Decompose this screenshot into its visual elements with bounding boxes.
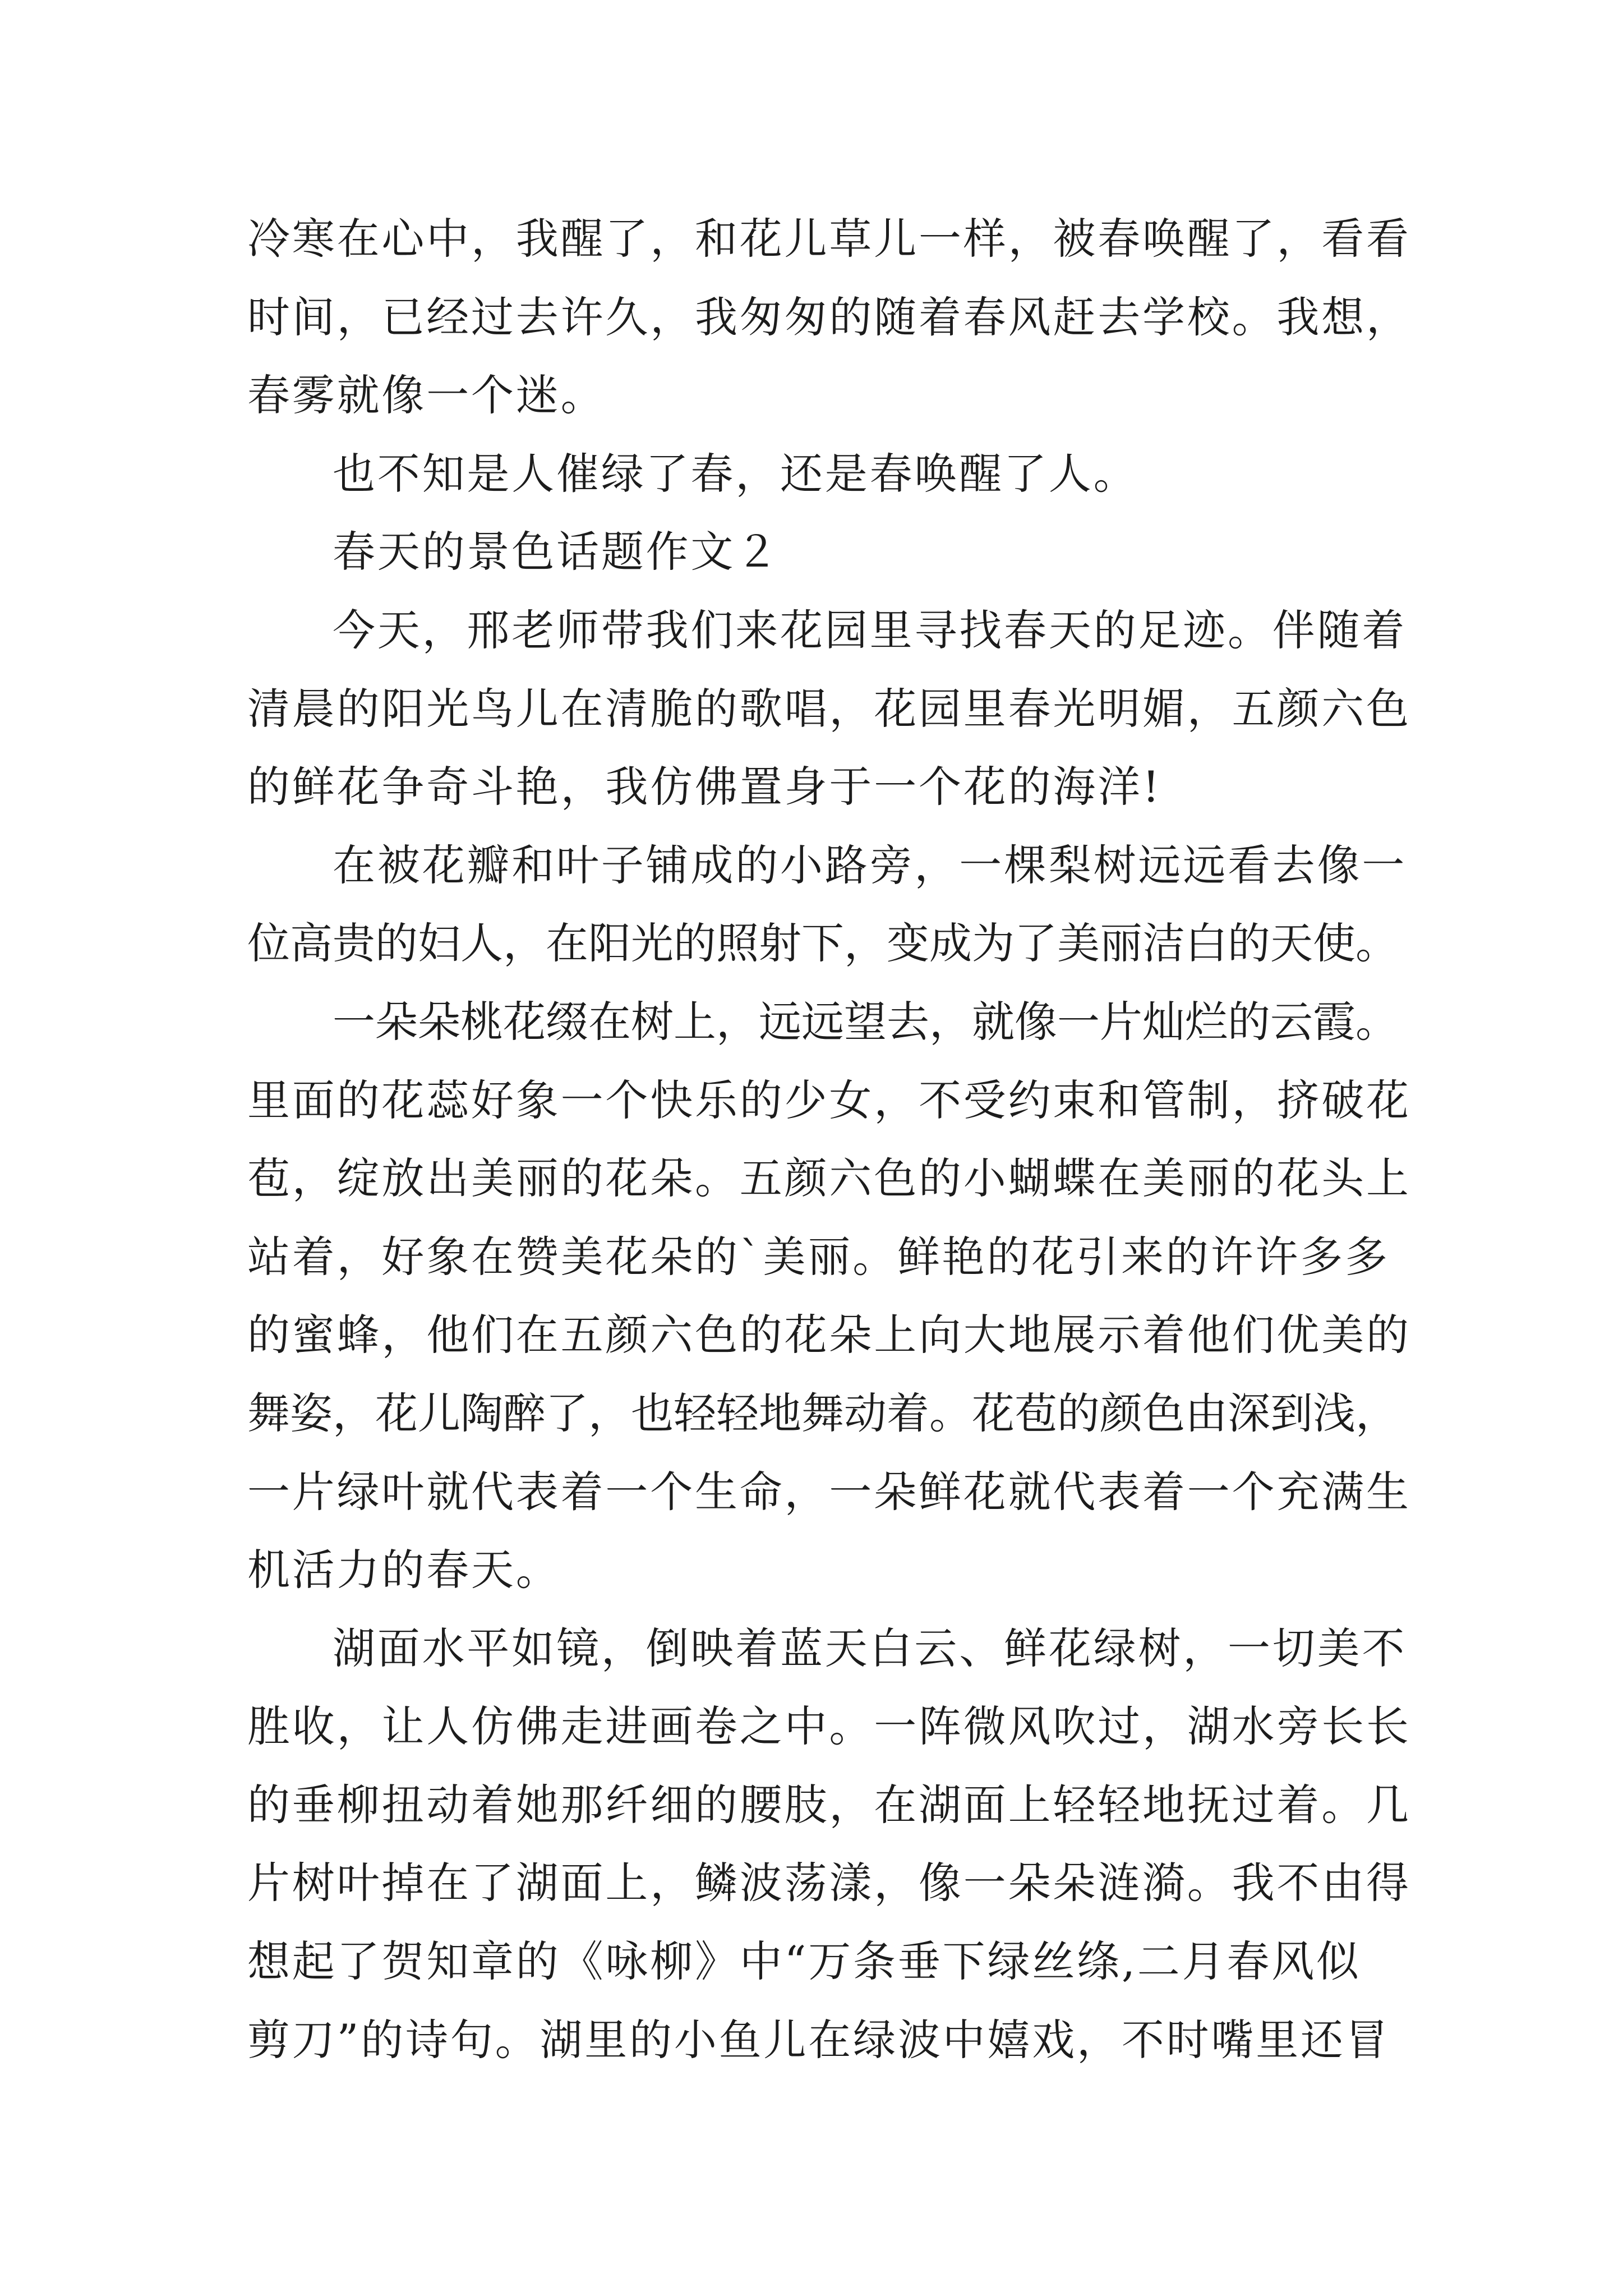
text-line: 今天，邢老师带我们来花园里寻找春天的足迹。伴随着 — [333, 605, 1407, 655]
text-line: 剪刀”的诗句。湖里的小鱼儿在绿波中嬉戏，不时嘴里还冒 — [247, 2014, 1390, 2065]
text-line: 一片绿叶就代表着一个生命，一朵鲜花就代表着一个充满生 — [247, 1466, 1411, 1517]
text-line: 胜收，让人仿佛走进画卷之中。一阵微风吹过，湖水旁长长 — [247, 1701, 1411, 1752]
text-line: 机活力的春天。 — [247, 1545, 561, 1595]
text-line: 湖面水平如镜，倒映着蓝天白云、鲜花绿树，一切美不 — [333, 1623, 1407, 1673]
text-line: 舞姿，花儿陶醉了，也轻轻地舞动着。花苞的颜色由深到浅， — [247, 1388, 1398, 1438]
text-line: 站着，好象在赞美花朵的`美丽。鲜艳的花引来的许许多多 — [247, 1231, 1390, 1282]
text-line: 清晨的阳光鸟儿在清脆的歌唱，花园里春光明媚，五颜六色 — [247, 683, 1411, 734]
text-line: 片树叶掉在了湖面上，鳞波荡漾，像一朵朵涟漪。我不由得 — [247, 1858, 1411, 1908]
text-line: 冷寒在心中，我醒了，和花儿草儿一样，被春唤醒了，看看 — [247, 214, 1411, 264]
text-line: 在被花瓣和叶子铺成的小路旁，一棵梨树远远看去像一 — [333, 840, 1407, 890]
document-body — [247, 200, 1411, 2079]
text-line: 想起了贺知章的《咏柳》中“万条垂下绿丝绦,二月春风似 — [247, 1936, 1361, 1987]
text-line: 的鲜花争奇斗艳，我仿佛置身于一个花的海洋! — [247, 762, 1162, 812]
text-line: 也不知是人催绿了春，还是春唤醒了人。 — [333, 448, 1138, 499]
text-line: 里面的花蕊好象一个快乐的少女，不受约束和管制，挤破花 — [247, 1075, 1411, 1125]
text-line: 苞，绽放出美丽的花朵。五颜六色的小蝴蝶在美丽的花头上 — [247, 1153, 1411, 1204]
text-line: 的垂柳扭动着她那纤细的腰肢，在湖面上轻轻地抚过着。几 — [247, 1779, 1411, 1830]
text-line: 时间，已经过去许久，我匆匆的随着春风赶去学校。我想， — [247, 292, 1411, 342]
text-line: 一朵朵桃花缀在树上，远远望去，就像一片灿烂的云霞。 — [333, 996, 1398, 1047]
text-line: 位高贵的妇人，在阳光的照射下，变成为了美丽洁白的天使。 — [247, 918, 1398, 969]
text-line: 的蜜蜂，他们在五颜六色的花朵上向大地展示着他们优美的 — [247, 1310, 1411, 1360]
text-line: 春雾就像一个迷。 — [247, 370, 606, 421]
section-heading: 春天的景色话题作文２ — [333, 527, 780, 577]
